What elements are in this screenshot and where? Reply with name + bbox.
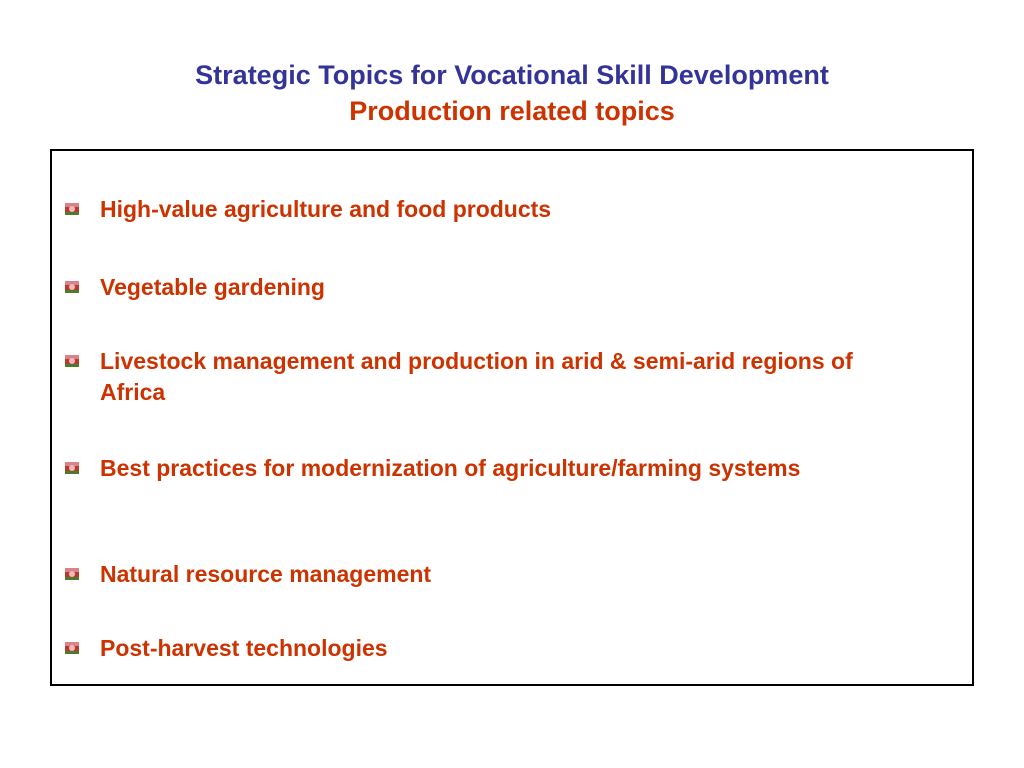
topic-label: Vegetable gardening [100,274,325,300]
topic-label: Livestock management and production in arid & semi-arid regions of Africa [100,348,853,405]
bullet-flower-icon [64,567,80,581]
slide-subtitle: Production related topics [349,96,675,126]
bullet-flower-icon [64,202,80,216]
topic-label: Post-harvest technologies [100,635,388,661]
slide-title-main: Strategic Topics for Vocational Skill Development [195,60,829,90]
bullet-flower-icon [64,461,80,475]
bullet-flower-icon [64,354,80,368]
slide-title [0,57,1024,129]
topic-label: Best practices for modernization of agriculture/farming systems [100,455,801,481]
bullet-flower-icon [64,641,80,655]
bullet-flower-icon [64,280,80,294]
topics-box [50,149,974,686]
topic-label: Natural resource management [100,561,432,587]
topic-label: High-value agriculture and food products [100,196,552,222]
